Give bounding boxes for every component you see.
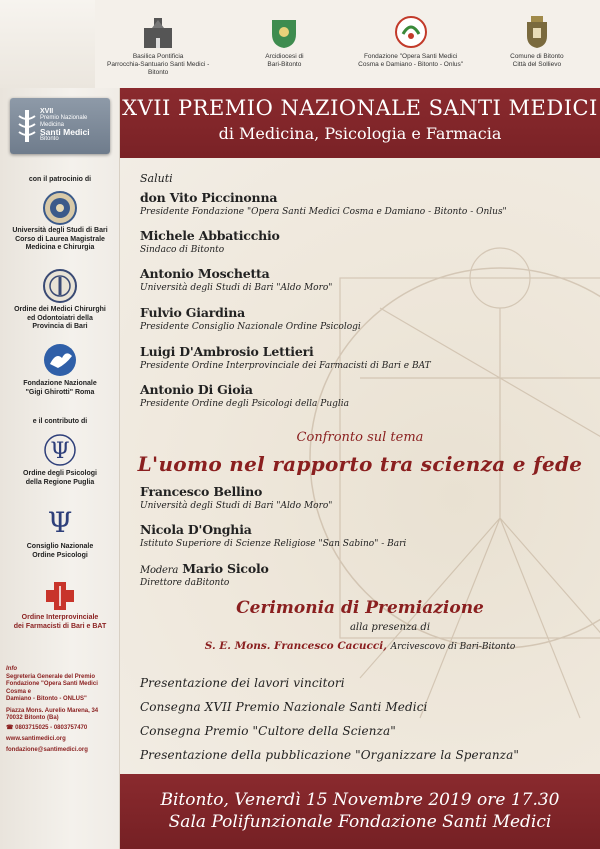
svg-text:Ψ: Ψ xyxy=(50,439,70,464)
patron-2-l3: Provincia di Bari xyxy=(32,323,88,330)
logo-fondazione xyxy=(351,14,471,69)
info-email[interactable]: fondazione@santimedici.org xyxy=(6,746,88,753)
speaker-saluti-5 xyxy=(140,344,431,371)
speaker-name: Francesco Bellino xyxy=(140,484,263,499)
moderator-line xyxy=(140,561,269,576)
speaker-name: Fulvio Giardina xyxy=(140,305,245,320)
info-l3: Damiano - Bitonto - ONLUS" xyxy=(6,696,87,702)
speaker-name: Antonio Di Gioia xyxy=(140,382,253,397)
speaker-role: Università degli Studi di Bari "Aldo Moro" xyxy=(140,501,333,511)
patron-3 xyxy=(0,380,120,397)
saluti-label: Saluti xyxy=(140,172,173,185)
event-subtitle: di Medicina, Psicologia e Farmacia xyxy=(218,124,502,143)
speaker-role: Presidente Ordine Interprovinciale dei Farmacisti di Bari e BAT xyxy=(140,361,431,371)
contributor-3 xyxy=(0,614,120,631)
speaker-name: Antonio Moschetta xyxy=(140,266,270,281)
logo-comune-l2: Città del Sollievo xyxy=(512,61,562,68)
speaker-role: Sindaco di Bitonto xyxy=(140,245,225,255)
premio-logo-small: Bitonto xyxy=(40,136,59,142)
premio-logo xyxy=(10,98,110,154)
patron-2-l1: Ordine dei Medici Chirurghi xyxy=(14,306,106,313)
patron-3-l1: Fondazione Nazionale xyxy=(23,380,97,387)
premio-logo-text xyxy=(40,108,106,143)
patron-1-l3: Medicina e Chirurgia xyxy=(25,244,95,251)
moderator-name: Mario Sicolo xyxy=(182,561,269,576)
logo-comune-l1: Comune di Bitonto xyxy=(510,53,564,60)
contributor-3-l2: dei Farmacisti di Bari e BAT xyxy=(13,622,107,630)
info-phone: ☎ 0803715025 - 0803757470 xyxy=(6,724,88,731)
patron-1-l1: Università degli Studi di Bari xyxy=(12,227,108,234)
footer-band xyxy=(120,774,600,849)
speaker-name: Michele Abbaticchio xyxy=(140,228,280,243)
speaker-role: Presidente Fondazione "Opera Santi Medici Cosma e Damiano - Bitonto - Onlus" xyxy=(140,207,507,217)
contributor-2-l1: Consiglio Nazionale xyxy=(26,543,94,550)
contributor-1-l2: della Regione Puglia xyxy=(25,478,95,486)
contributor-2 xyxy=(0,543,120,560)
info-web[interactable]: www.santimedici.org xyxy=(6,736,66,742)
speaker-role: Istituto Superiore di Scienze Religiose "San Sabino" - Bari xyxy=(140,539,407,549)
info-l5: 70032 Bitonto (Ba) xyxy=(6,715,59,721)
info-l1: Segreteria Generale del Premio xyxy=(6,673,96,680)
info-l4: Piazza Mons. Aurelio Marena, 34 xyxy=(6,707,99,714)
logo-fondazione-l1: Fondazione "Opera Santi Medici xyxy=(363,53,458,60)
logo-arcidiocesi-l2: Bari-Bitonto xyxy=(267,61,302,68)
info-block xyxy=(6,666,118,754)
patron-1 xyxy=(0,227,120,253)
arcidiocesi-crest-icon xyxy=(264,14,304,50)
logo-comune xyxy=(477,14,597,69)
ghirotti-logo-icon xyxy=(40,342,80,378)
ceremony-block xyxy=(120,598,600,652)
patron-2 xyxy=(0,306,120,332)
ceremony-bishop-line xyxy=(120,640,600,652)
patron-1-l2: Corso di Laurea Magistrale xyxy=(15,235,105,243)
contributor-2-l2: Ordine Psicologi xyxy=(32,551,88,559)
tema-title: L'uomo nel rapporto tra scienza e fede xyxy=(137,452,583,476)
ceremony-title: Cerimonia di Premiazione xyxy=(236,598,484,618)
program-item-2: Consegna XVII Premio Nazionale Santi Medici xyxy=(140,700,428,714)
speaker-role: Presidente Ordine degli Psicologi della Puglia xyxy=(140,399,350,409)
moderator xyxy=(140,561,269,588)
comune-crest-icon xyxy=(517,14,557,50)
moderator-role: Direttore daBitonto xyxy=(140,578,230,588)
fondazione-logo-icon xyxy=(391,14,431,50)
speaker-saluti-3 xyxy=(140,266,332,293)
speaker-name: Luigi D'Ambrosio Lettieri xyxy=(140,344,314,359)
speaker-saluti-2 xyxy=(140,228,280,255)
logo-basilica xyxy=(98,14,218,77)
speaker-name: Nicola D'Onghia xyxy=(140,522,252,537)
cnop-logo-icon xyxy=(40,504,80,540)
speaker-role: Università degli Studi di Bari "Aldo Moro" xyxy=(140,283,333,293)
ceremony-presenza: alla presenza di xyxy=(349,622,431,633)
speaker-saluti-6 xyxy=(140,382,349,409)
top-logos xyxy=(95,0,600,88)
premio-logo-big: Santi Medici xyxy=(40,127,90,137)
header-band xyxy=(120,88,600,158)
svg-text:Ψ: Ψ xyxy=(47,506,73,539)
contributor-1 xyxy=(0,470,120,487)
confronto-label: Confronto sul tema xyxy=(296,430,424,445)
moderator-prefix: Modera xyxy=(140,565,179,576)
speaker-role: Presidente Consiglio Nazionale Ordine Psicologi xyxy=(140,322,361,332)
speaker-saluti-1 xyxy=(140,190,507,217)
premio-logo-roman: XVII xyxy=(40,108,54,115)
ceremony-bishop-role: Arcivescovo di Bari-Bitonto xyxy=(390,642,516,652)
program-item-4: Presentazione della pubblicazione "Organizzare la Speranza" xyxy=(140,748,519,762)
university-seal-icon xyxy=(40,190,80,226)
speaker-confronto-1 xyxy=(140,484,332,511)
event-date: Bitonto, Venerdì 15 Novembre 2019 ore 17.30 xyxy=(160,790,560,810)
speaker-saluti-4 xyxy=(140,305,361,332)
event-title: XVII PREMIO NAZIONALE SANTI MEDICI xyxy=(122,96,598,120)
contributor-3-l1: Ordine Interprovinciale xyxy=(21,614,99,621)
logo-basilica-l1: Basilica Pontificia xyxy=(132,53,184,60)
logo-arcidiocesi xyxy=(224,14,344,69)
program-item-3: Consegna Premio "Cultore della Scienza" xyxy=(140,724,396,738)
logo-fondazione-l2: Cosma e Damiano - Bitonto - Onlus" xyxy=(358,61,464,68)
logo-arcidiocesi-l1: Arcidiocesi di xyxy=(265,53,304,60)
premio-logo-line: Premio Nazionale Medicina xyxy=(40,115,88,128)
patron-2-l2: ed Odontoiatri della xyxy=(27,314,93,322)
psi-logo-icon xyxy=(40,432,80,468)
pharmacy-cross-icon xyxy=(40,578,80,614)
basilica-icon xyxy=(138,14,178,50)
patron-3-l2: "Gigi Ghirotti" Roma xyxy=(25,388,95,396)
patrocinio-label: con il patrocinio di xyxy=(28,176,92,183)
speaker-confronto-2 xyxy=(140,522,406,549)
ordine-medici-seal-icon xyxy=(40,268,80,304)
ceremony-bishop: S. E. Mons. Francesco Cacucci, xyxy=(204,640,387,652)
program-item-1: Presentazione dei lavori vincitori xyxy=(140,676,345,690)
info-title: Info xyxy=(6,666,17,672)
logo-basilica-l2: Parrocchia-Santuario Santi Medici - Bitonto xyxy=(107,61,210,76)
speaker-name: don Vito Piccinonna xyxy=(140,190,278,205)
contributo-label: e il contributo di xyxy=(32,418,88,425)
info-l2: Fondazione "Opera Santi Medici Cosma e xyxy=(6,681,98,695)
sidebar xyxy=(0,0,120,849)
caduceus-icon xyxy=(16,108,38,144)
contributor-1-l1: Ordine degli Psicologi xyxy=(23,470,97,477)
main-content xyxy=(120,158,600,774)
event-venue: Sala Polifunzionale Fondazione Santi Medici xyxy=(168,812,552,832)
